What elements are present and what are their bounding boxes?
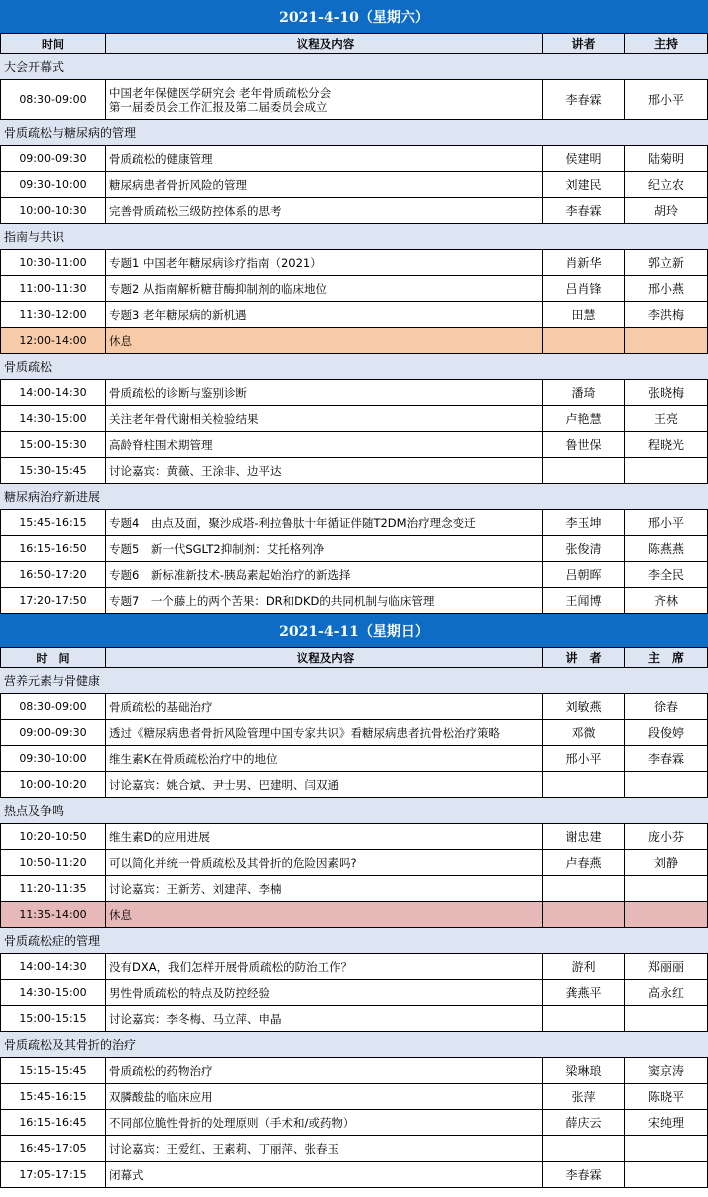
- session-row: [0, 850, 708, 876]
- session-row: [0, 1136, 708, 1162]
- session-topic: 专题7 一个藤上的两个苦果：DR和DKD的共同机制与临床管理: [105, 588, 542, 613]
- session-row: [0, 146, 708, 172]
- session-topic: 高龄脊柱围术期管理: [105, 432, 542, 457]
- session-topic: 关注老年骨代谢相关检验结果: [105, 406, 542, 431]
- session-speaker: 邓微: [542, 720, 624, 745]
- session-time: 14:00-14:30: [0, 380, 105, 405]
- session-speaker: 卢艳慧: [542, 406, 624, 431]
- session-topic: 骨质疏松的基础治疗: [105, 694, 542, 719]
- session-host: 陆菊明: [624, 146, 708, 171]
- session-row: [0, 536, 708, 562]
- session-topic: 闭幕式: [105, 1162, 542, 1187]
- session-host: [624, 458, 708, 483]
- session-topic: 专题3 老年糖尿病的新机遇: [105, 302, 542, 327]
- session-speaker: 梁琳琅: [542, 1058, 624, 1083]
- session-speaker: 李春霖: [542, 198, 624, 223]
- session-topic: 男性骨质疏松的特点及防控经验: [105, 980, 542, 1005]
- session-row: [0, 198, 708, 224]
- session-time: 10:30-11:00: [0, 250, 105, 275]
- session-topic: 休息: [105, 328, 542, 353]
- break-row: [0, 328, 708, 354]
- session-host: 陈晓平: [624, 1084, 708, 1109]
- session-host: 邢小平: [624, 80, 708, 119]
- session-row: [0, 302, 708, 328]
- session-topic: 骨质疏松的健康管理: [105, 146, 542, 171]
- session-time: 15:00-15:30: [0, 432, 105, 457]
- session-host: [624, 902, 708, 927]
- session-host: 邢小平: [624, 510, 708, 535]
- header-speaker: 讲者: [542, 34, 624, 53]
- session-host: 陈燕燕: [624, 536, 708, 561]
- header-topic: 议程及内容: [105, 34, 542, 53]
- session-topic: 专题6 新标准新技术-胰岛素起始治疗的新选择: [105, 562, 542, 587]
- column-header-row: [0, 648, 708, 668]
- session-speaker: [542, 772, 624, 797]
- session-host: 窦京涛: [624, 1058, 708, 1083]
- session-topic: 可以简化并统一骨质疏松及其骨折的危险因素吗?: [105, 850, 542, 875]
- session-row: [0, 746, 708, 772]
- session-row: [0, 458, 708, 484]
- session-host: 邢小燕: [624, 276, 708, 301]
- session-row: [0, 1058, 708, 1084]
- session-host: 张晓梅: [624, 380, 708, 405]
- header-host: 主持: [624, 34, 708, 53]
- session-time: 15:45-16:15: [0, 1084, 105, 1109]
- session-host: 纪立农: [624, 172, 708, 197]
- session-host: [624, 1162, 708, 1187]
- session-topic: 透过《糖尿病患者骨折风险管理中国专家共识》看糖尿病患者抗骨松治疗策略: [105, 720, 542, 745]
- session-row: [0, 1162, 708, 1188]
- session-speaker: 刘建民: [542, 172, 624, 197]
- session-row: [0, 172, 708, 198]
- session-row: [0, 510, 708, 536]
- session-speaker: 卢春燕: [542, 850, 624, 875]
- session-host: 高永红: [624, 980, 708, 1005]
- session-row: [0, 876, 708, 902]
- session-host: 刘静: [624, 850, 708, 875]
- header-time: 时间: [0, 34, 105, 53]
- session-row: [0, 432, 708, 458]
- session-time: 17:20-17:50: [0, 588, 105, 613]
- session-speaker: 潘琦: [542, 380, 624, 405]
- session-time: 15:30-15:45: [0, 458, 105, 483]
- session-host: 段俊婷: [624, 720, 708, 745]
- session-time: 16:45-17:05: [0, 1136, 105, 1161]
- break-row: [0, 902, 708, 928]
- session-topic: 双膦酸盐的临床应用: [105, 1084, 542, 1109]
- session-host: 胡玲: [624, 198, 708, 223]
- session-speaker: 李春霖: [542, 1162, 624, 1187]
- session-host: [624, 876, 708, 901]
- session-host: 郭立新: [624, 250, 708, 275]
- session-time: 17:05-17:15: [0, 1162, 105, 1187]
- section-header: 骨质疏松与糖尿病的管理: [0, 120, 708, 146]
- session-host: 庞小芬: [624, 824, 708, 849]
- session-speaker: 王闻博: [542, 588, 624, 613]
- section-header: 指南与共识: [0, 224, 708, 250]
- session-row: [0, 824, 708, 850]
- session-time: 09:30-10:00: [0, 746, 105, 771]
- session-host: 李全民: [624, 562, 708, 587]
- section-header: 骨质疏松症的管理: [0, 928, 708, 954]
- session-topic: 维生素D的应用进展: [105, 824, 542, 849]
- session-host: 宋纯理: [624, 1110, 708, 1135]
- day-title: 2021-4-11（星期日）: [0, 614, 708, 648]
- session-speaker: 刘敏燕: [542, 694, 624, 719]
- session-topic: 骨质疏松的药物治疗: [105, 1058, 542, 1083]
- session-row: [0, 694, 708, 720]
- session-topic: 讨论嘉宾：黄薇、王涂非、边平达: [105, 458, 542, 483]
- session-topic: 休息: [105, 902, 542, 927]
- session-time: 15:00-15:15: [0, 1006, 105, 1031]
- section-header: 热点及争鸣: [0, 798, 708, 824]
- session-topic: 不同部位脆性骨折的处理原则（手术和/或药物）: [105, 1110, 542, 1135]
- session-topic: 讨论嘉宾：王爱红、王素莉、丁丽萍、张春玉: [105, 1136, 542, 1161]
- session-time: 10:50-11:20: [0, 850, 105, 875]
- session-topic: 糖尿病患者骨折风险的管理: [105, 172, 542, 197]
- session-host: [624, 772, 708, 797]
- session-row: [0, 380, 708, 406]
- session-topic: 讨论嘉宾：李冬梅、马立萍、申晶: [105, 1006, 542, 1031]
- session-host: 郑丽丽: [624, 954, 708, 979]
- session-speaker: 鲁世保: [542, 432, 624, 457]
- session-time: 16:15-16:45: [0, 1110, 105, 1135]
- session-row: [0, 406, 708, 432]
- session-time: 11:30-12:00: [0, 302, 105, 327]
- session-row: [0, 562, 708, 588]
- session-speaker: [542, 328, 624, 353]
- session-time: 12:00-14:00: [0, 328, 105, 353]
- session-host: 程晓光: [624, 432, 708, 457]
- session-host: 齐林: [624, 588, 708, 613]
- section-header: 骨质疏松及其骨折的治疗: [0, 1032, 708, 1058]
- session-speaker: [542, 1006, 624, 1031]
- header-speaker: 讲 者: [542, 648, 624, 667]
- session-topic: 专题2 从指南解析糖苷酶抑制剂的临床地位: [105, 276, 542, 301]
- session-speaker: 龚燕平: [542, 980, 624, 1005]
- session-host: 李洪梅: [624, 302, 708, 327]
- session-row: [0, 772, 708, 798]
- session-time: 10:00-10:20: [0, 772, 105, 797]
- session-row: [0, 1006, 708, 1032]
- session-speaker: 李玉坤: [542, 510, 624, 535]
- session-row: [0, 1084, 708, 1110]
- session-speaker: 游利: [542, 954, 624, 979]
- session-topic: 讨论嘉宾：姚合斌、尹士男、巴建明、闫双通: [105, 772, 542, 797]
- session-row: [0, 80, 708, 120]
- session-time: 09:00-09:30: [0, 146, 105, 171]
- session-topic: 没有DXA，我们怎样开展骨质疏松的防治工作？: [105, 954, 542, 979]
- session-time: 14:30-15:00: [0, 406, 105, 431]
- session-speaker: [542, 902, 624, 927]
- session-topic: 维生素K在骨质疏松治疗中的地位: [105, 746, 542, 771]
- header-host: 主 席: [624, 648, 708, 667]
- session-time: 09:30-10:00: [0, 172, 105, 197]
- column-header-row: [0, 34, 708, 54]
- session-time: 09:00-09:30: [0, 720, 105, 745]
- section-header: 营养元素与骨健康: [0, 668, 708, 694]
- session-row: [0, 1110, 708, 1136]
- session-time: 10:20-10:50: [0, 824, 105, 849]
- session-speaker: 田慧: [542, 302, 624, 327]
- session-speaker: 侯建明: [542, 146, 624, 171]
- session-host: 李春霖: [624, 746, 708, 771]
- session-speaker: [542, 876, 624, 901]
- session-time: 11:20-11:35: [0, 876, 105, 901]
- session-host: 徐春: [624, 694, 708, 719]
- section-header: 骨质疏松: [0, 354, 708, 380]
- section-header: 糖尿病治疗新进展: [0, 484, 708, 510]
- session-topic: 专题5 新一代SGLT2抑制剂：艾托格列净: [105, 536, 542, 561]
- session-row: [0, 980, 708, 1006]
- session-host: [624, 1006, 708, 1031]
- session-speaker: 肖新华: [542, 250, 624, 275]
- session-speaker: [542, 458, 624, 483]
- session-speaker: 吕肖锋: [542, 276, 624, 301]
- session-topic: 完善骨质疏松三级防控体系的思考: [105, 198, 542, 223]
- session-speaker: [542, 1136, 624, 1161]
- session-speaker: 吕朝晖: [542, 562, 624, 587]
- session-host: [624, 1136, 708, 1161]
- header-topic: 议程及内容: [105, 648, 542, 667]
- session-speaker: 李春霖: [542, 80, 624, 119]
- session-time: 15:45-16:15: [0, 510, 105, 535]
- session-row: [0, 588, 708, 614]
- session-row: [0, 276, 708, 302]
- day-title: 2021-4-10（星期六）: [0, 0, 708, 34]
- session-host: 王亮: [624, 406, 708, 431]
- session-time: 15:15-15:45: [0, 1058, 105, 1083]
- session-row: [0, 720, 708, 746]
- session-time: 11:35-14:00: [0, 902, 105, 927]
- session-topic: 专题4 由点及面，聚沙成塔-利拉鲁肽十年循证伴随T2DM治疗理念变迁: [105, 510, 542, 535]
- session-time: 16:15-16:50: [0, 536, 105, 561]
- session-time: 11:00-11:30: [0, 276, 105, 301]
- section-header: 大会开幕式: [0, 54, 708, 80]
- session-time: 08:30-09:00: [0, 80, 105, 119]
- session-time: 08:30-09:00: [0, 694, 105, 719]
- session-speaker: 谢忠建: [542, 824, 624, 849]
- session-host: [624, 328, 708, 353]
- session-row: [0, 954, 708, 980]
- session-row: [0, 250, 708, 276]
- session-time: 14:30-15:00: [0, 980, 105, 1005]
- session-speaker: 张萍: [542, 1084, 624, 1109]
- session-time: 16:50-17:20: [0, 562, 105, 587]
- session-speaker: 薛庆云: [542, 1110, 624, 1135]
- session-topic: 讨论嘉宾：王新芳、刘建萍、李楠: [105, 876, 542, 901]
- session-time: 10:00-10:30: [0, 198, 105, 223]
- session-speaker: 邢小平: [542, 746, 624, 771]
- session-speaker: 张俊清: [542, 536, 624, 561]
- session-time: 14:00-14:30: [0, 954, 105, 979]
- header-time: 时 间: [0, 648, 105, 667]
- session-topic: 骨质疏松的诊断与鉴别诊断: [105, 380, 542, 405]
- session-topic: 专题1 中国老年糖尿病诊疗指南（2021）: [105, 250, 542, 275]
- session-topic: 中国老年保健医学研究会 老年骨质疏松分会 第一届委员会工作汇报及第二届委员会成立: [105, 80, 542, 119]
